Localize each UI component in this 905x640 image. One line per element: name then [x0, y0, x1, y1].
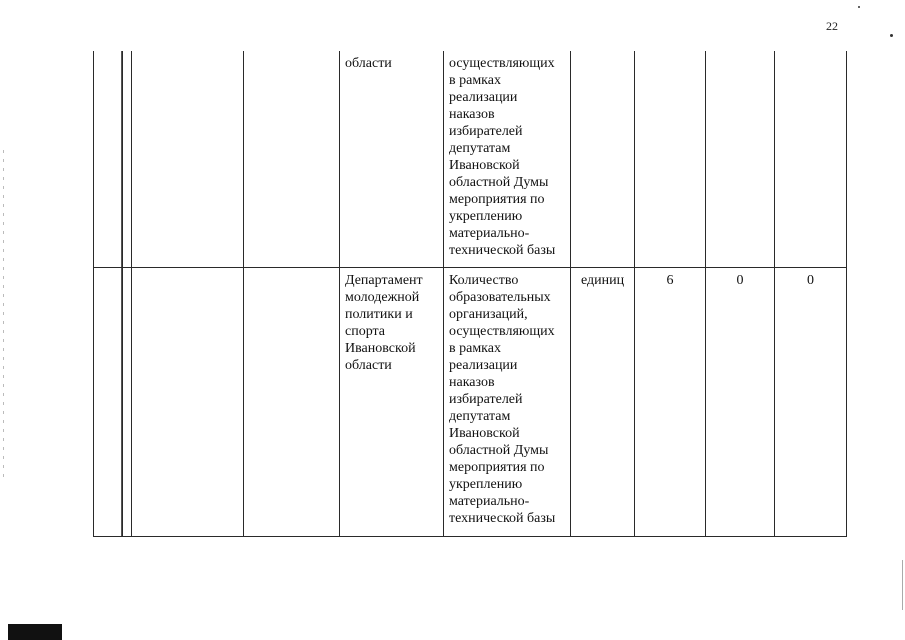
value-cell	[635, 267, 706, 536]
table-row	[94, 267, 847, 536]
value-cell	[775, 267, 847, 536]
event-cell	[244, 267, 340, 536]
program-cell	[132, 51, 244, 267]
scan-edge-right	[902, 560, 903, 610]
indicator-text: осуществляющих в рамках реализации наказов избирателей депутатам Ивановской областной Думы мероприятия по укреплению материально- технической базы	[449, 56, 556, 258]
value-cell	[706, 51, 775, 267]
value-cell	[706, 267, 775, 536]
value-cell	[635, 51, 706, 267]
number-cell	[94, 267, 123, 536]
unit-cell	[571, 51, 635, 267]
department-cell	[340, 267, 444, 536]
indicator-cell	[444, 267, 571, 536]
department-cell	[340, 51, 444, 267]
event-cell	[244, 51, 340, 267]
empty-cell	[123, 51, 132, 267]
number-cell	[94, 51, 123, 267]
scan-corner-mark	[8, 624, 62, 640]
value-text: 0	[736, 272, 744, 288]
value-cell	[775, 51, 847, 267]
unit-text: единиц	[580, 272, 625, 288]
program-cell	[132, 267, 244, 536]
unit-cell	[571, 267, 635, 536]
empty-cell	[123, 267, 132, 536]
department-text: Департамент молодежной политики и спорта Ивановской области	[345, 272, 423, 373]
table-row	[94, 51, 847, 267]
value-text: 0	[807, 272, 814, 288]
scan-edge-left	[3, 150, 4, 480]
indicator-text: Количество образовательных организаций, осуществляющих в рамках реализации наказов избирателей депутатам Ивановской областной Думы мероприятия по укреплению материально- технической базы	[449, 272, 556, 526]
page-number: 22	[826, 19, 838, 33]
scan-speck	[858, 6, 860, 8]
department-text: области	[345, 56, 392, 71]
indicator-cell	[444, 51, 571, 267]
scan-speck	[890, 34, 893, 37]
value-text: 6	[666, 272, 674, 288]
program-indicators-table	[93, 51, 847, 537]
